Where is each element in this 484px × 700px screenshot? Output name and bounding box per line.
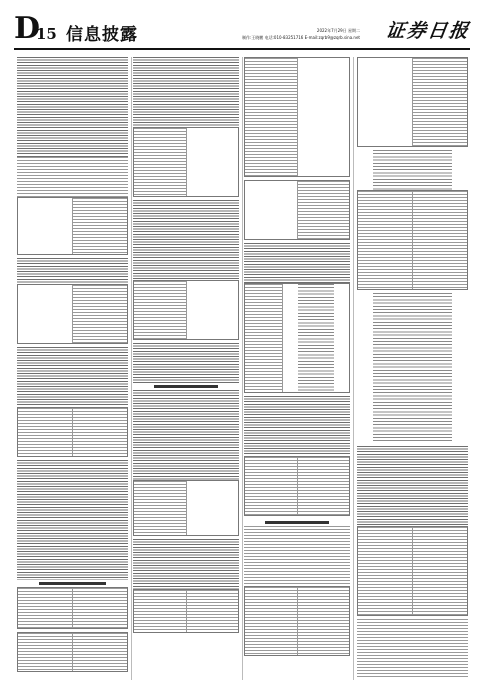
- table-cell: [18, 408, 73, 456]
- disclosure-table: [133, 480, 239, 536]
- table-cell: [18, 588, 73, 628]
- article-column-1: [17, 57, 128, 682]
- table-cell: [358, 58, 413, 146]
- section-heading: [39, 582, 106, 585]
- table-cell: [18, 285, 73, 343]
- article-text-block: [244, 243, 350, 283]
- column-divider: [131, 57, 132, 680]
- table-cell: [245, 181, 298, 239]
- article-text-block: [373, 150, 453, 190]
- table-cell: [413, 191, 467, 289]
- disclosure-table: [357, 190, 468, 290]
- table-cell: [73, 633, 127, 671]
- disclosure-table: [17, 587, 128, 629]
- article-column-2: [133, 57, 239, 682]
- table-cell: [298, 284, 335, 392]
- column-divider: [353, 57, 354, 680]
- table-cell: [187, 281, 239, 339]
- disclosure-table: [133, 280, 239, 340]
- article-text-block: [17, 347, 128, 407]
- article-text-block: [133, 343, 239, 383]
- table-cell: [245, 457, 298, 515]
- table-cell: [73, 588, 127, 628]
- table-cell: [73, 285, 127, 343]
- disclosure-table: [17, 407, 128, 457]
- disclosure-table: [357, 526, 468, 616]
- article-text-block: [133, 390, 239, 480]
- article-text-block: [373, 293, 453, 443]
- table-cell: [245, 587, 298, 655]
- table-cell: [358, 191, 413, 289]
- disclosure-table: [244, 586, 350, 656]
- table-cell: [73, 198, 127, 254]
- table-cell: [134, 481, 187, 535]
- article-text-block: [244, 396, 350, 456]
- section-heading: [154, 385, 218, 388]
- disclosure-table: [133, 589, 239, 633]
- editor-line: 制作:王晓鹏 电话:010-83251716 E-mail:zqrb9@zqrb.sina.net: [241, 35, 360, 40]
- table-cell: [298, 58, 350, 176]
- newspaper-logo: 证券日报: [384, 20, 472, 42]
- disclosure-table: [244, 283, 350, 393]
- table-cell: [73, 408, 127, 456]
- date-line: 2022年7月29日 星期二: [316, 28, 360, 33]
- table-cell: [298, 457, 350, 515]
- disclosure-table: [244, 456, 350, 516]
- table-cell: [187, 590, 239, 632]
- table-cell: [18, 633, 73, 671]
- article-text-block: [17, 157, 128, 197]
- article-text-block: [17, 258, 128, 284]
- table-cell: [134, 281, 187, 339]
- article-text-block: [17, 460, 128, 580]
- table-cell: [187, 481, 239, 535]
- article-text-block: [357, 619, 468, 679]
- section-heading: [265, 521, 329, 524]
- article-text-block: [244, 526, 350, 586]
- article-text-block: [17, 57, 128, 157]
- column-divider: [242, 57, 243, 680]
- table-cell: [134, 128, 187, 196]
- disclosure-table: [17, 197, 128, 255]
- table-cell: [298, 587, 350, 655]
- article-text-block: [357, 446, 468, 526]
- disclosure-table: [133, 127, 239, 197]
- article-text-block: [133, 200, 239, 280]
- disclosure-table: [244, 57, 350, 177]
- masthead-rule: [14, 48, 470, 50]
- table-cell: [134, 590, 187, 632]
- table-cell: [413, 58, 467, 146]
- disclosure-table: [17, 632, 128, 672]
- article-text-block: [133, 539, 239, 589]
- masthead: [14, 11, 472, 48]
- table-cell: [187, 128, 239, 196]
- table-cell: [298, 181, 350, 239]
- table-cell: [358, 527, 413, 615]
- table-cell: [245, 58, 298, 176]
- disclosure-table: [17, 284, 128, 344]
- table-cell: [18, 198, 73, 254]
- article-column-4: [357, 57, 468, 682]
- page-number: 15: [36, 25, 57, 43]
- disclosure-table: [357, 57, 468, 147]
- section-title: 信息披露: [66, 25, 138, 45]
- page-letter: D: [14, 11, 41, 46]
- table-cell: [413, 527, 467, 615]
- disclosure-table: [244, 180, 350, 240]
- article-text-block: [133, 57, 239, 127]
- table-cell: [245, 284, 283, 392]
- article-column-3: [244, 57, 350, 682]
